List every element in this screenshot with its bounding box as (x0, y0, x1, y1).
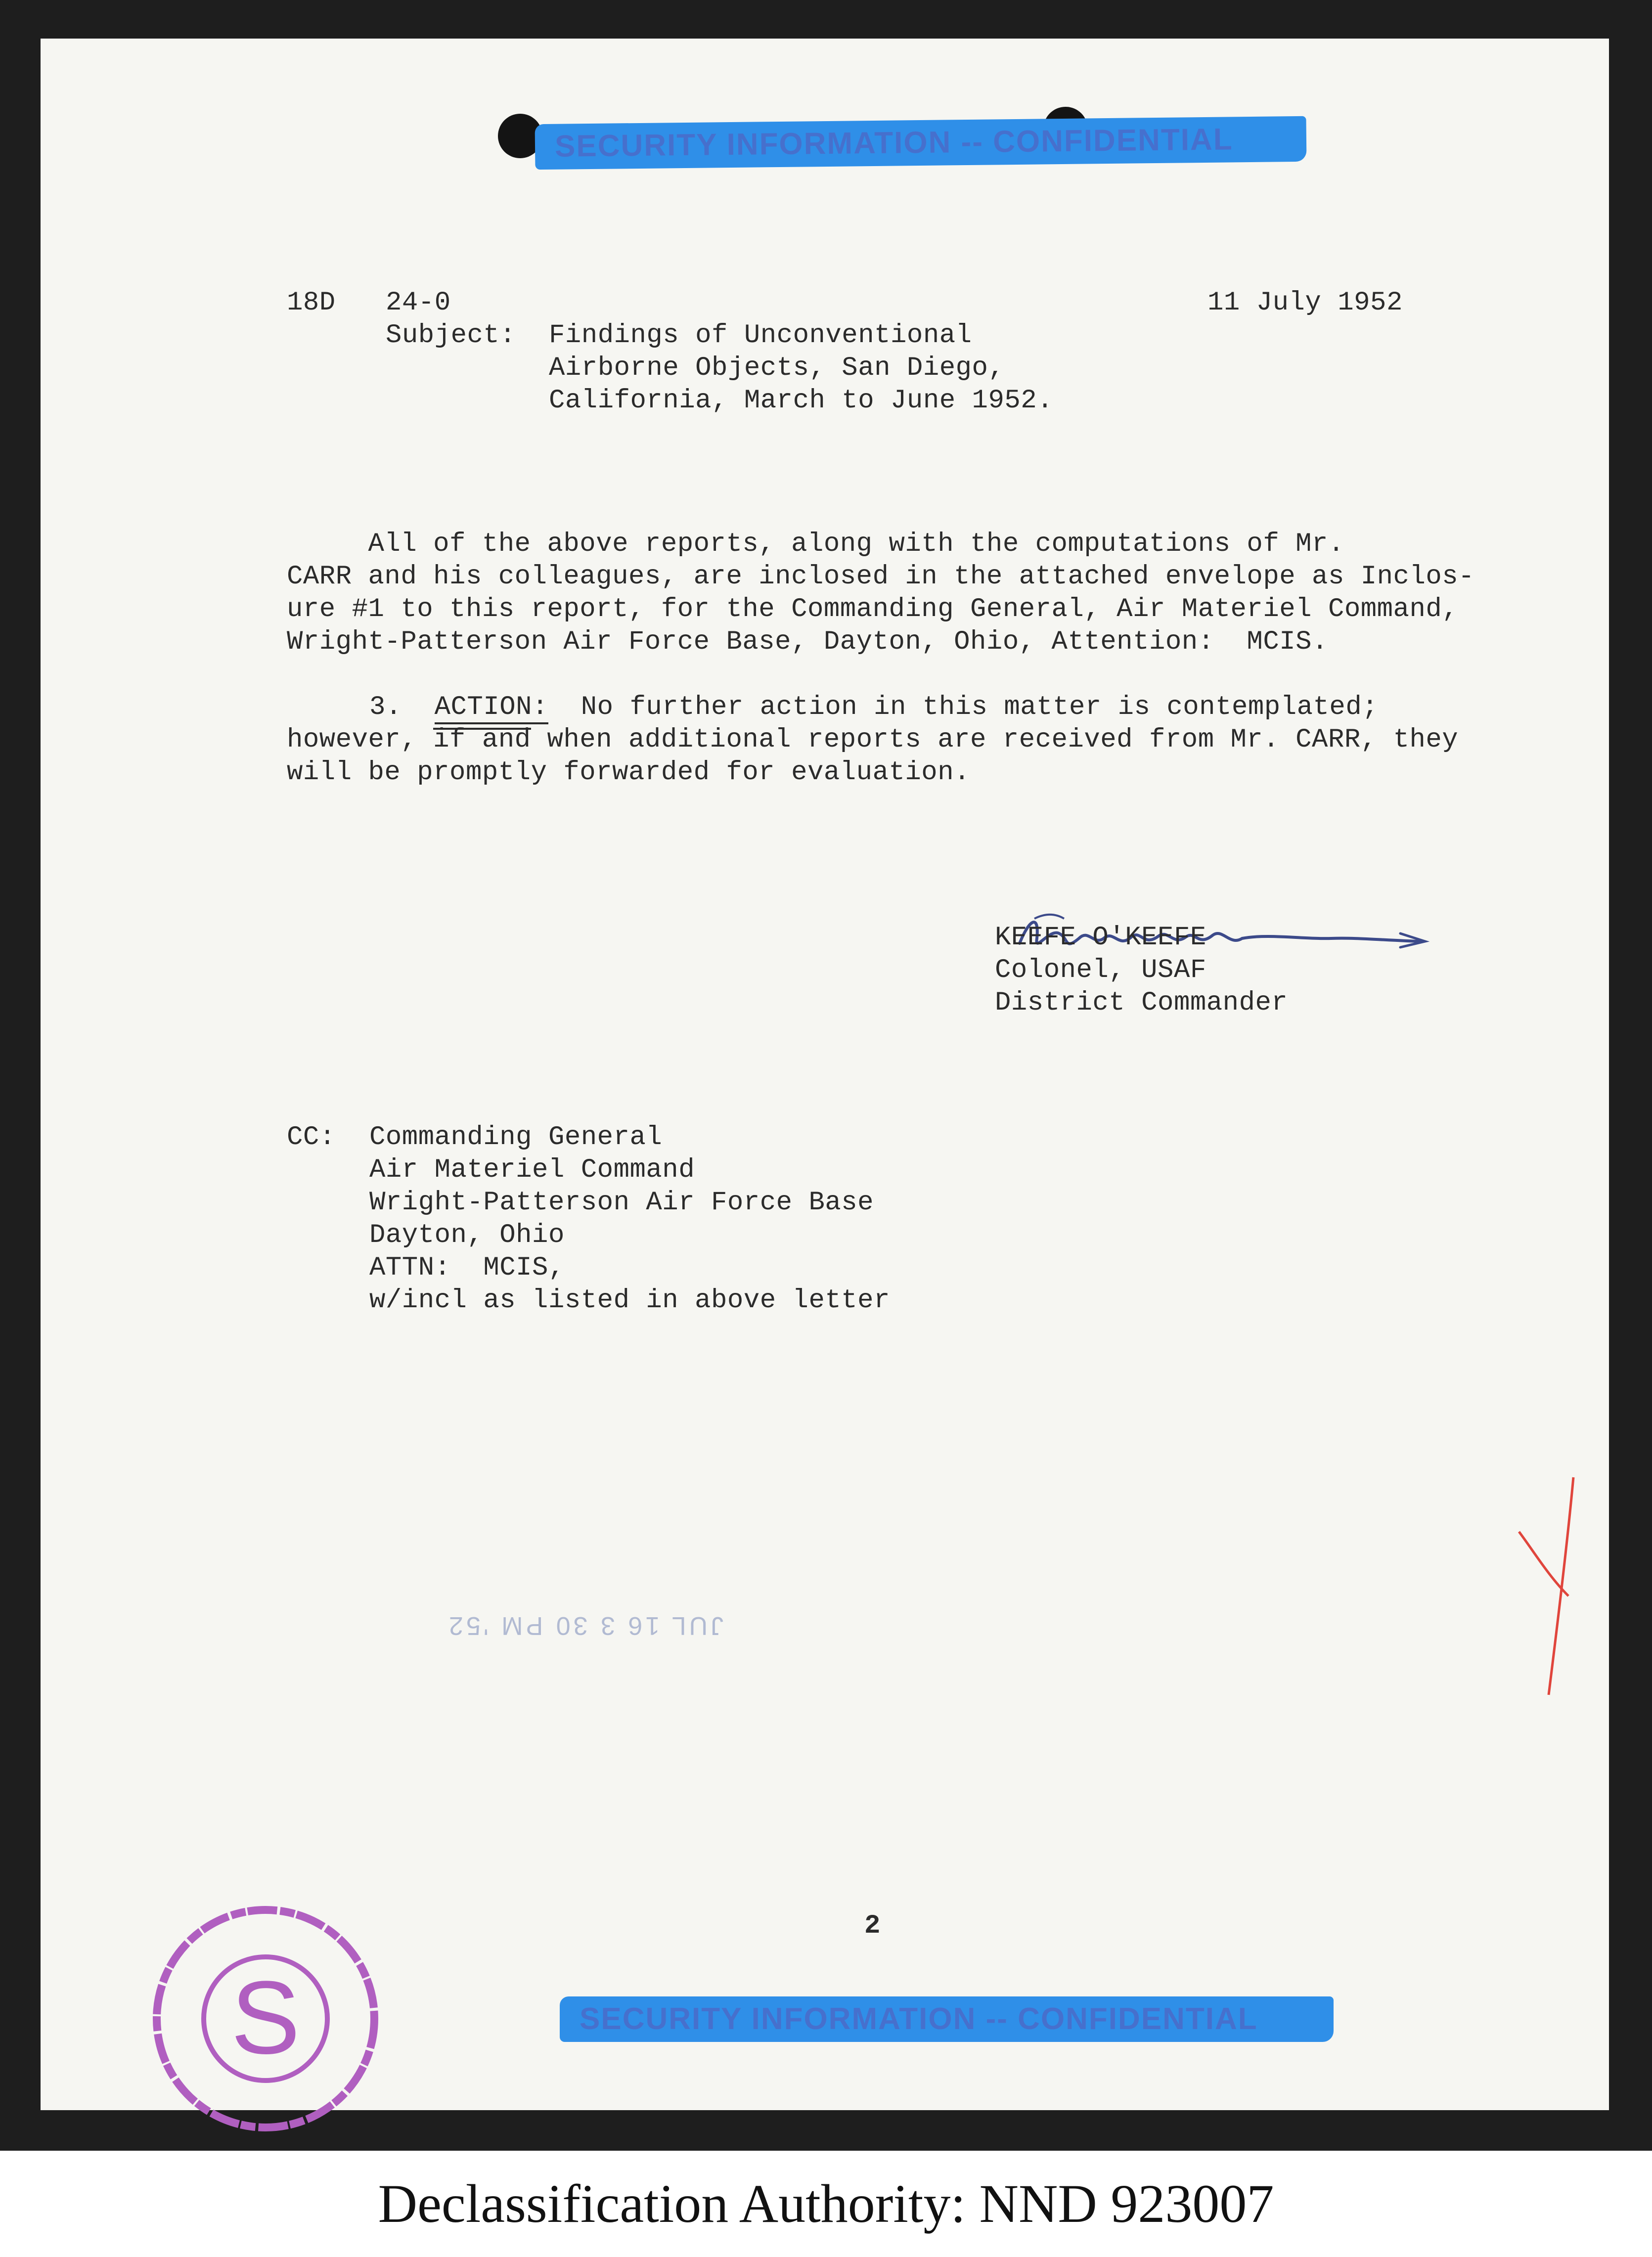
page-number: 2 (864, 1911, 881, 1941)
classification-text-top: SECURITY INFORMATION -- CONFIDENTIAL (554, 122, 1233, 164)
action-text: however, (287, 725, 417, 755)
classification-text-bottom: SECURITY INFORMATION -- CONFIDENTIAL (580, 2002, 1258, 2036)
signer-rank: Colonel, USAF (995, 955, 1206, 985)
cc-line: w/incl as listed in above letter (369, 1285, 890, 1316)
secret-s-stamp (149, 1903, 382, 2135)
file-code: 18D (287, 288, 336, 318)
red-x-mark (1514, 1472, 1588, 1700)
action-label: ACTION: (435, 692, 548, 724)
subject-line: Airborne Objects, San Diego, (549, 353, 1005, 383)
body-paragraph-line: Wright-Patterson Air Force Base, Dayton, Ohio, Attention: MCIS. (287, 627, 1328, 657)
stamp-letter: S (230, 1959, 301, 2076)
cc-line: Wright-Patterson Air Force Base (369, 1188, 874, 1218)
declassification-footer: Declassification Authority: NND 923007 (0, 2151, 1652, 2257)
action-line-2 (287, 724, 1458, 756)
classification-band-bottom (560, 1996, 1334, 2042)
action-overlined-text: if and (433, 725, 531, 755)
signer-title: District Commander (995, 988, 1288, 1018)
action-number: 3. (369, 692, 402, 722)
cc-line: Commanding General (369, 1122, 663, 1152)
action-line-1 (369, 691, 1378, 724)
cc-label: CC: (287, 1122, 336, 1152)
subject-line: Findings of Unconventional (549, 320, 972, 351)
action-text: when additional reports are received from Mr. CARR, they (547, 725, 1459, 755)
classification-band-top (535, 116, 1307, 170)
document-page (41, 39, 1609, 2110)
subject-label: Subject: (386, 320, 516, 351)
file-number: 24-0 (386, 288, 451, 318)
cc-line: Air Materiel Command (369, 1155, 695, 1185)
body-paragraph-line: All of the above reports, along with the computations of Mr. (287, 529, 1344, 559)
subject-line: California, March to June 1952. (549, 386, 1054, 416)
letter-date: 11 July 1952 (1207, 288, 1403, 318)
received-date-stamp: JUL 16 3 30 PM '52 (446, 1611, 724, 1640)
signer-name: KEEFE O'KEEFE (995, 923, 1206, 953)
cc-line: Dayton, Ohio (369, 1220, 565, 1250)
cc-line: ATTN: MCIS, (369, 1253, 565, 1283)
action-text: No further action in this matter is contemplated; (580, 692, 1379, 722)
body-paragraph-line: CARR and his colleagues, are inclosed in the attached envelope as Inclos- (287, 562, 1475, 592)
body-paragraph-line: ure #1 to this report, for the Commanding General, Air Materiel Command, (287, 594, 1459, 624)
action-line-3: will be promptly forwarded for evaluation. (287, 757, 971, 788)
